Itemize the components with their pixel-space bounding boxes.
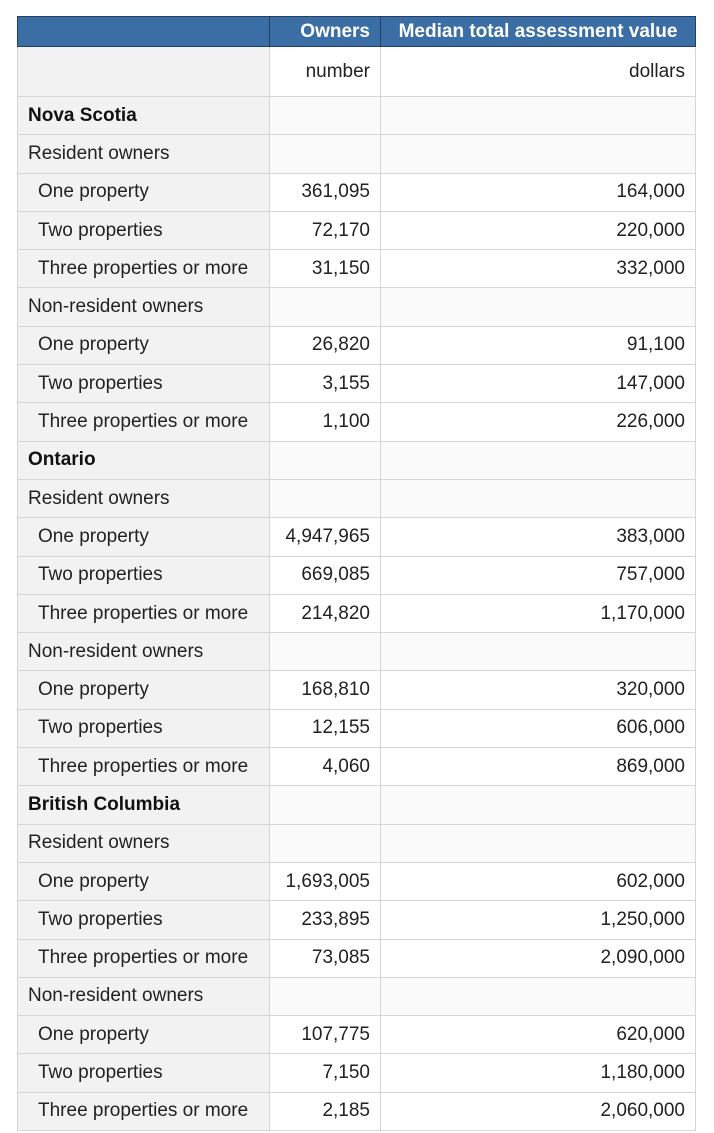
table-row xyxy=(18,1016,696,1054)
median-value-cell: 2,090,000 xyxy=(381,939,696,977)
row-label: Two properties xyxy=(18,901,270,939)
row-label: Three properties or more xyxy=(18,748,270,786)
median-value-cell xyxy=(381,786,696,824)
row-label: Two properties xyxy=(18,556,270,594)
group-row xyxy=(18,633,696,671)
row-label: One property xyxy=(18,862,270,900)
owners-cell: 107,775 xyxy=(270,1016,381,1054)
row-label: Three properties or more xyxy=(18,939,270,977)
owners-cell: 1,693,005 xyxy=(270,862,381,900)
median-value-cell xyxy=(381,977,696,1015)
units-stub xyxy=(18,47,270,97)
median-value-cell: 1,180,000 xyxy=(381,1054,696,1092)
table-row xyxy=(18,1092,696,1130)
row-label: Three properties or more xyxy=(18,594,270,632)
region-row xyxy=(18,441,696,479)
owners-cell xyxy=(270,786,381,824)
owners-cell xyxy=(270,977,381,1015)
row-label: One property xyxy=(18,173,270,211)
units-row xyxy=(18,47,696,97)
row-label: One property xyxy=(18,326,270,364)
median-value-cell xyxy=(381,479,696,517)
row-label: One property xyxy=(18,518,270,556)
owners-cell xyxy=(270,633,381,671)
owners-cell xyxy=(270,135,381,173)
table-row xyxy=(18,173,696,211)
row-label: Three properties or more xyxy=(18,250,270,288)
median-value-cell: 220,000 xyxy=(381,211,696,249)
median-value-cell xyxy=(381,633,696,671)
owners-cell: 4,060 xyxy=(270,748,381,786)
median-value-cell: 869,000 xyxy=(381,748,696,786)
owners-cell xyxy=(270,479,381,517)
units-owners: number xyxy=(270,47,381,97)
table-row xyxy=(18,211,696,249)
group-row xyxy=(18,288,696,326)
table-row xyxy=(18,518,696,556)
median-value-cell: 1,250,000 xyxy=(381,901,696,939)
row-label: Three properties or more xyxy=(18,1092,270,1130)
median-value-cell xyxy=(381,824,696,862)
row-label: Nova Scotia xyxy=(18,97,270,135)
table-row xyxy=(18,594,696,632)
median-value-cell: 620,000 xyxy=(381,1016,696,1054)
median-value-cell: 2,060,000 xyxy=(381,1092,696,1130)
median-value-cell: 383,000 xyxy=(381,518,696,556)
group-row xyxy=(18,479,696,517)
data-table xyxy=(17,16,696,1131)
table-row xyxy=(18,1054,696,1092)
table-row xyxy=(18,250,696,288)
owners-cell: 168,810 xyxy=(270,671,381,709)
row-label: Two properties xyxy=(18,365,270,403)
header-median-value: Median total assessment value xyxy=(381,17,696,47)
owners-cell: 26,820 xyxy=(270,326,381,364)
table-row xyxy=(18,365,696,403)
table-row xyxy=(18,556,696,594)
table-row xyxy=(18,326,696,364)
header-stub xyxy=(18,17,270,47)
row-label: Two properties xyxy=(18,1054,270,1092)
owners-cell xyxy=(270,824,381,862)
median-value-cell: 164,000 xyxy=(381,173,696,211)
group-row xyxy=(18,977,696,1015)
row-label: Resident owners xyxy=(18,824,270,862)
median-value-cell: 320,000 xyxy=(381,671,696,709)
owners-cell: 214,820 xyxy=(270,594,381,632)
table-row xyxy=(18,939,696,977)
owners-cell: 361,095 xyxy=(270,173,381,211)
owners-cell: 72,170 xyxy=(270,211,381,249)
median-value-cell: 602,000 xyxy=(381,862,696,900)
owners-cell: 4,947,965 xyxy=(270,518,381,556)
table-row xyxy=(18,862,696,900)
median-value-cell: 1,170,000 xyxy=(381,594,696,632)
row-label: Ontario xyxy=(18,441,270,479)
header-row xyxy=(18,17,696,47)
owners-cell: 2,185 xyxy=(270,1092,381,1130)
group-row xyxy=(18,824,696,862)
row-label: Non-resident owners xyxy=(18,288,270,326)
owners-cell: 73,085 xyxy=(270,939,381,977)
owners-cell: 31,150 xyxy=(270,250,381,288)
row-label: One property xyxy=(18,671,270,709)
row-label: British Columbia xyxy=(18,786,270,824)
row-label: One property xyxy=(18,1016,270,1054)
row-label: Resident owners xyxy=(18,135,270,173)
median-value-cell: 91,100 xyxy=(381,326,696,364)
median-value-cell xyxy=(381,135,696,173)
row-label: Resident owners xyxy=(18,479,270,517)
owners-cell xyxy=(270,441,381,479)
row-label: Non-resident owners xyxy=(18,633,270,671)
row-label: Two properties xyxy=(18,709,270,747)
region-row xyxy=(18,786,696,824)
units-median-value: dollars xyxy=(381,47,696,97)
table-body xyxy=(18,97,696,1131)
median-value-cell: 147,000 xyxy=(381,365,696,403)
owners-cell: 3,155 xyxy=(270,365,381,403)
header-owners: Owners xyxy=(270,17,381,47)
owners-cell: 12,155 xyxy=(270,709,381,747)
row-label: Non-resident owners xyxy=(18,977,270,1015)
median-value-cell xyxy=(381,288,696,326)
owners-cell xyxy=(270,288,381,326)
owners-cell xyxy=(270,97,381,135)
owners-cell: 669,085 xyxy=(270,556,381,594)
median-value-cell: 606,000 xyxy=(381,709,696,747)
median-value-cell xyxy=(381,97,696,135)
table-row xyxy=(18,709,696,747)
owners-cell: 7,150 xyxy=(270,1054,381,1092)
table-row xyxy=(18,748,696,786)
table-row xyxy=(18,901,696,939)
region-row xyxy=(18,97,696,135)
owners-cell: 1,100 xyxy=(270,403,381,441)
median-value-cell: 332,000 xyxy=(381,250,696,288)
row-label: Two properties xyxy=(18,211,270,249)
median-value-cell: 226,000 xyxy=(381,403,696,441)
group-row xyxy=(18,135,696,173)
table-row xyxy=(18,403,696,441)
row-label: Three properties or more xyxy=(18,403,270,441)
table-row xyxy=(18,671,696,709)
median-value-cell: 757,000 xyxy=(381,556,696,594)
median-value-cell xyxy=(381,441,696,479)
owners-cell: 233,895 xyxy=(270,901,381,939)
